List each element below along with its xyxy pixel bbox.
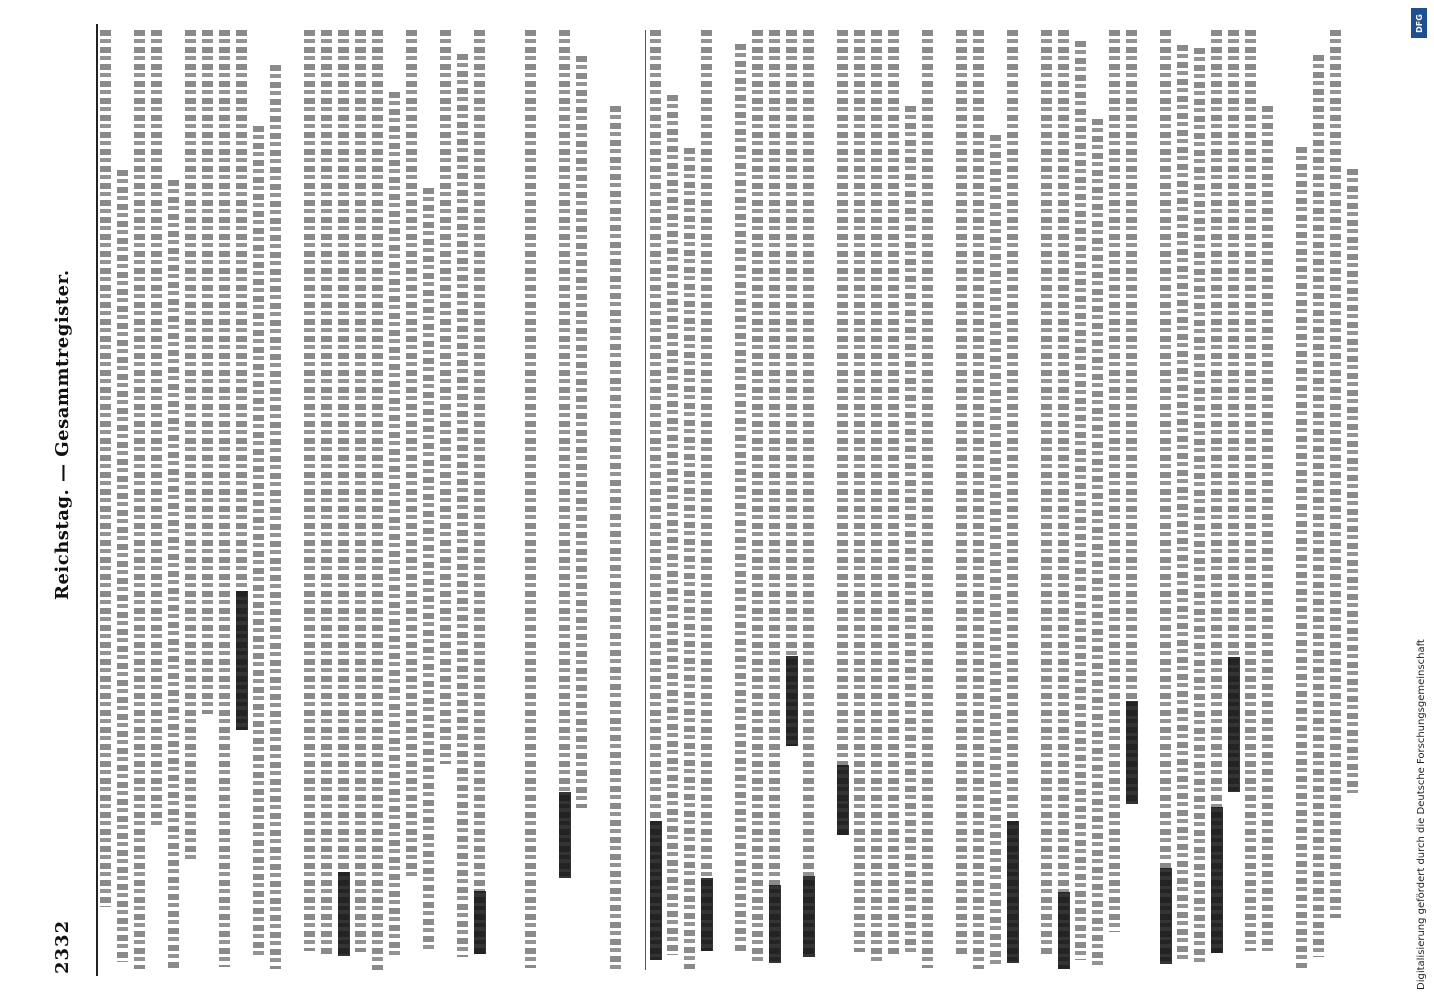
text-line	[990, 135, 1002, 968]
text-line	[236, 30, 248, 730]
text-line	[1177, 45, 1189, 963]
digitization-credit: Digitalisierung gefördert durch die Deutsche Forschungsgemeinschaft	[1416, 639, 1427, 990]
text-line	[701, 30, 713, 951]
text-line	[752, 30, 764, 962]
text-line	[202, 30, 214, 714]
text-line	[423, 188, 435, 953]
dfg-logo: DFG	[1411, 8, 1427, 38]
text-line	[837, 30, 849, 835]
text-line	[1109, 30, 1121, 932]
text-line	[117, 170, 129, 962]
text-line	[1313, 55, 1325, 957]
text-line	[406, 30, 418, 877]
text-line	[168, 180, 180, 968]
text-line	[922, 30, 934, 968]
text-line	[769, 30, 781, 963]
text-line	[684, 148, 696, 969]
text-line	[1262, 106, 1274, 951]
text-line	[1245, 30, 1257, 951]
text-line	[1228, 30, 1240, 792]
text-line	[786, 30, 798, 746]
text-line	[1194, 48, 1206, 964]
text-line	[253, 126, 265, 955]
text-line	[1075, 41, 1087, 960]
text-column-left	[100, 30, 640, 970]
text-line	[1041, 30, 1053, 956]
page-heading: Reichstag. — Gesammtregister.	[52, 269, 73, 600]
text-line	[1092, 119, 1104, 968]
text-line	[1296, 147, 1308, 968]
page-number: 2332	[52, 919, 73, 974]
text-line	[219, 30, 231, 967]
text-line	[151, 30, 163, 825]
text-line	[1211, 30, 1223, 953]
text-line	[905, 106, 917, 955]
text-line	[1330, 30, 1342, 918]
text-line	[1126, 30, 1138, 804]
text-line	[474, 30, 486, 954]
text-line	[389, 92, 401, 956]
text-column-right	[650, 30, 1370, 970]
text-line	[973, 30, 985, 969]
text-line	[372, 30, 384, 970]
text-line	[338, 30, 350, 956]
text-line	[888, 30, 900, 957]
text-line	[440, 30, 452, 764]
text-line	[525, 30, 537, 968]
text-line	[1058, 30, 1070, 969]
text-line	[559, 30, 571, 878]
text-line	[100, 30, 112, 907]
text-line	[854, 30, 866, 952]
text-line	[355, 30, 367, 952]
text-line	[735, 44, 747, 953]
text-line	[803, 30, 815, 957]
text-line	[457, 54, 469, 957]
text-line	[321, 30, 333, 954]
text-line	[270, 65, 282, 969]
text-line	[1007, 30, 1019, 963]
text-line	[956, 30, 968, 955]
header-rule	[96, 24, 98, 976]
text-line	[610, 106, 622, 970]
text-line	[576, 56, 588, 808]
text-line	[871, 30, 883, 964]
text-line	[1160, 30, 1172, 964]
text-line	[134, 30, 146, 969]
text-line	[650, 30, 662, 960]
text-line	[1347, 169, 1359, 793]
text-line	[304, 30, 316, 951]
column-divider	[645, 30, 646, 970]
text-line	[667, 95, 679, 955]
text-line	[185, 30, 197, 861]
